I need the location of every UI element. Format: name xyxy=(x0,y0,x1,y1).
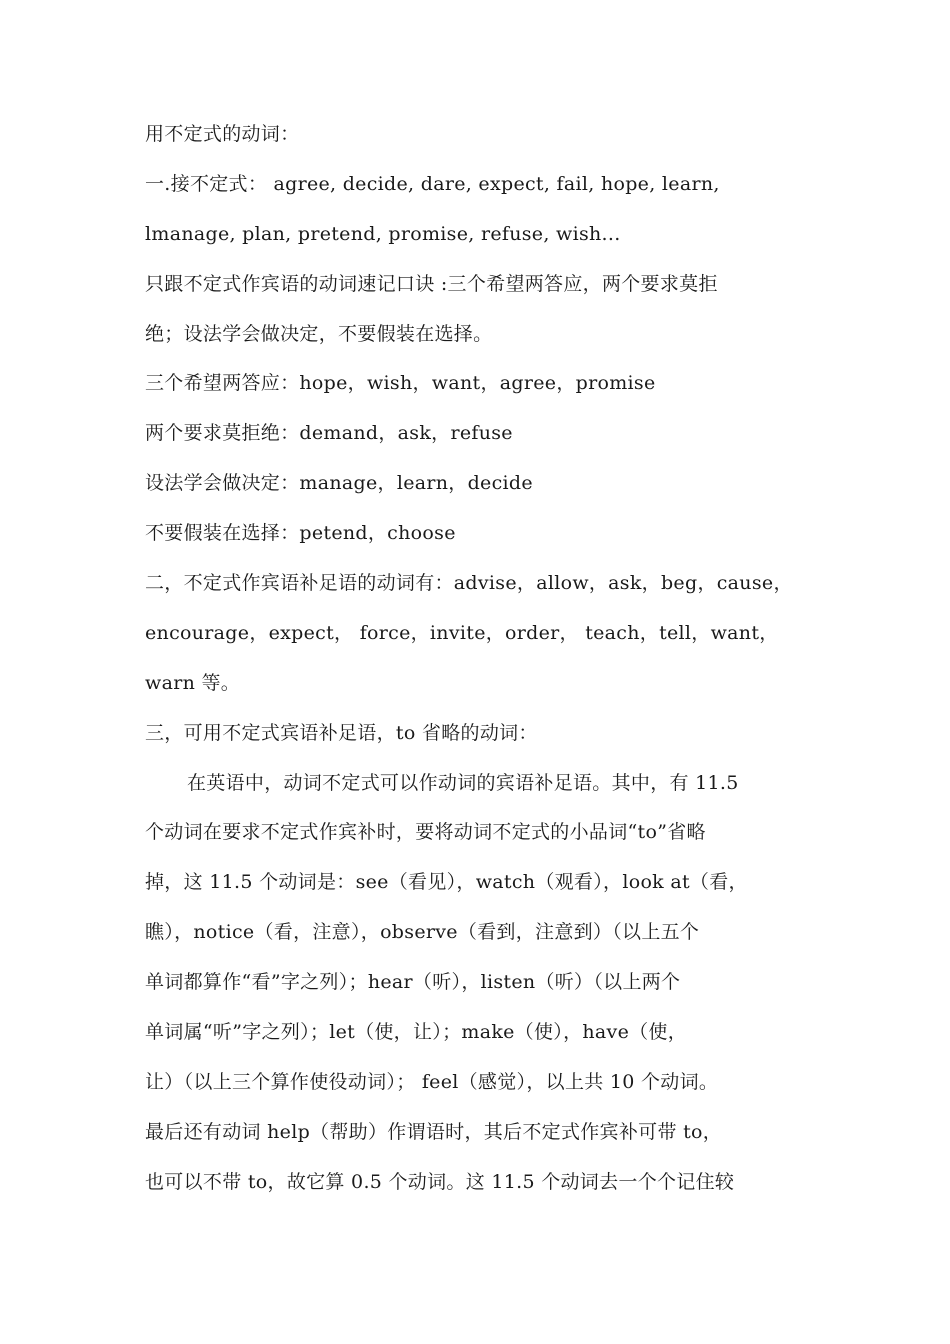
text-line: 只跟不定式作宾语的动词速记口诀 :三个希望两答应，两个要求莫拒 xyxy=(145,272,718,295)
text-line: 个动词在要求不定式作宾补时，要将动词不定式的小品词“to”省略 xyxy=(145,821,706,844)
text-line: 绝；设法学会做决定，不要假装在选择。 xyxy=(145,322,493,345)
text-line: encourage，expect， force，invite，order， teach，tell，want， xyxy=(145,621,779,644)
text-line: 也可以不带 to，故它算 0.5 个动词。这 11.5 个动词去一个个记住较 xyxy=(145,1170,735,1193)
text-line: 一.接不定式： agree, decide, dare, expect, fail, hope, learn, xyxy=(145,172,720,195)
text-line: 最后还有动词 help（帮助）作谓语时，其后不定式作宾补可带 to， xyxy=(145,1120,723,1143)
text-line: 三个希望两答应：hope，wish，want，agree，promise xyxy=(145,372,656,395)
text-line: 两个要求莫拒绝：demand，ask，refuse xyxy=(145,422,513,445)
text-line: 设法学会做决定：manage，learn，decide xyxy=(145,472,533,495)
text-line: 瞧），notice（看，注意），observe（看到，注意到）（以上五个 xyxy=(145,921,700,944)
text-line: warn 等。 xyxy=(145,671,241,694)
text-line: 单词都算作“看”字之列）；hear（听），listen（听）（以上两个 xyxy=(145,971,681,994)
text-line: lmanage, plan, pretend, promise, refuse, wish... xyxy=(145,222,621,245)
text-line: 让）（以上三个算作使役动词）； feel（感觉），以上共 10 个动词。 xyxy=(145,1070,719,1093)
document-body xyxy=(145,110,815,1208)
paragraph-first-line: 在英语中，动词不定式可以作动词的宾语补足语。其中，有 11.5 xyxy=(187,771,739,794)
text-line: 三，可用不定式宾语补足语，to 省略的动词： xyxy=(145,721,538,744)
text-line: 掉，这 11.5 个动词是：see（看见），watch（观看），look at（看， xyxy=(145,871,748,894)
heading-verbs-with-infinitive: 用不定式的动词： xyxy=(145,123,300,145)
text-line: 不要假装在选择：petend，choose xyxy=(145,522,456,545)
text-line: 单词属“听”字之列）；let（使，让）；make（使），have（使， xyxy=(145,1021,688,1044)
text-line: 二，不定式作宾语补足语的动词有：advise，allow，ask，beg，cause， xyxy=(145,572,793,595)
